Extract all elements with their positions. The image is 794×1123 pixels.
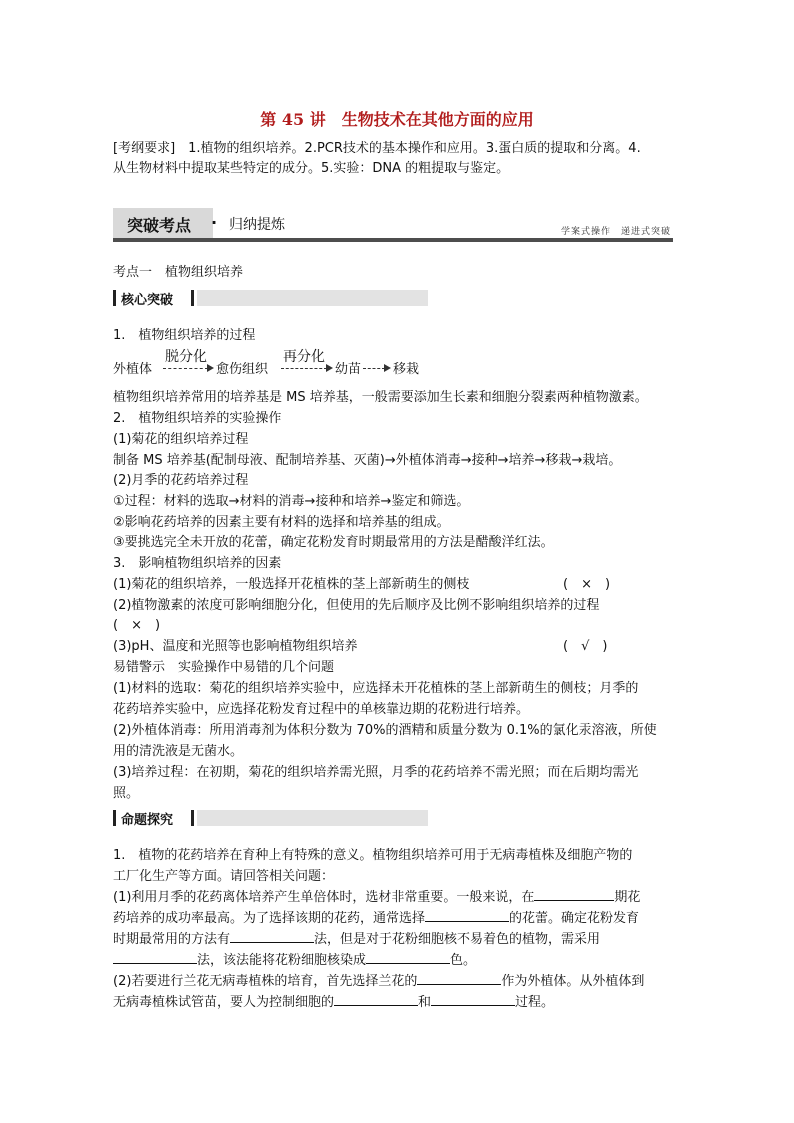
judgment-mark: ( × ) (563, 577, 611, 592)
text-line: (2)外植体消毒：所用消毒剂为体积分数为 70%的酒精和质量分数为 0.1%的氯化汞溶液，所使 (113, 723, 657, 738)
arrow-icon (326, 364, 333, 372)
banner-tagline: 学案式操作 递进式突破 (560, 227, 671, 237)
arrow-icon (384, 364, 391, 372)
question-text: (2)若要进行兰花无病毒植株的培育，首先选择兰花的 (113, 974, 418, 989)
flow-label-redifferentiation: 再分化 (283, 349, 325, 365)
question-text: 期花 (614, 890, 641, 905)
topic-heading: 考点一 植物组织培养 (113, 265, 244, 280)
page-title: 第 45 讲 生物技术在其他方面的应用 (260, 110, 534, 129)
question-line (113, 888, 640, 908)
answer-blank[interactable] (425, 921, 509, 922)
question-text: 无病毒植株试管苗，要人为控制细胞的 (113, 995, 335, 1010)
text-line: 花药培养实验中，应选择花粉发育过程中的单核靠边期的花粉进行培养。 (113, 702, 530, 717)
question-line (113, 909, 639, 929)
answer-blank[interactable] (230, 942, 314, 943)
question-text: 工厂化生产等方面。请回答相关问题： (113, 869, 335, 884)
judgment-item: (2)植物激素的浓度可影响细胞分化，但使用的先后顺序及比例不影响组织培养的过程 (113, 598, 600, 613)
question-text: 法，但是对于花粉细胞核不易着色的植物，需采用 (314, 932, 601, 947)
text-line: (3)培养过程：在初期，菊花的组织培养需光照，月季的花药培养不需光照；而在后期均需光 (113, 765, 639, 780)
flow-node-transplant: 移栽 (393, 362, 420, 377)
text-line: (2)月季的花药培养过程 (113, 473, 249, 488)
heading-factors: 3. 影响植物组织培养的因素 (113, 556, 282, 571)
text-line: 植物组织培养常用的培养基是 MS 培养基，一般需要添加生长素和细胞分裂素两种植物激素。 (113, 390, 648, 405)
text-line: (1)材料的选取：菊花的组织培养实验中，应选择未开花植株的茎上部新萌生的侧枝；月季的 (113, 681, 639, 696)
question-text: 1. 植物的花药培养在育种上有特殊的意义。植物组织培养可用于无病毒植株及细胞产物的 (113, 848, 633, 863)
section-label: 命题探究 (121, 813, 174, 828)
answer-blank[interactable] (534, 900, 614, 901)
question-text: (1)利用月季的花药离体培养产生单倍体时，选材非常重要。一般来说，在 (113, 890, 535, 905)
flow-arrow-line (363, 368, 385, 369)
answer-blank[interactable] (417, 984, 501, 985)
text-line: ③要挑选完全未开放的花蕾，确定花粉发育时期最常用的方法是醋酸洋红法。 (113, 535, 554, 550)
judgment-item: (1)菊花的组织培养，一般选择开花植株的茎上部新萌生的侧枝 (113, 577, 470, 592)
question-line (113, 951, 476, 971)
flow-label-dedifferentiation: 脱分化 (165, 349, 207, 365)
judgment-item: (3)pH、温度和光照等也影响植物组织培养 (113, 639, 358, 654)
flow-node-explant: 外植体 (113, 362, 153, 377)
question-line (113, 930, 600, 950)
section-bar-core (113, 290, 428, 306)
arrow-icon (207, 364, 214, 372)
culture-flow-diagram (113, 349, 673, 382)
section-label: 核心突破 (121, 293, 174, 308)
question-text: 时期最常用的方法有 (113, 932, 231, 947)
exam-requirements-line-1: [考纲要求] 1.植物的组织培养。2.PCR技术的基本操作和应用。3.蛋白质的提取和分离。4. (113, 141, 641, 156)
warning-heading: 易错警示 实验操作中易错的几个问题 (113, 660, 335, 675)
flow-node-seedling: 幼苗 (335, 362, 362, 377)
text-line: 制备 MS 培养基(配制母液、配制培养基、灭菌)→外植体消毒→接种→培养→移栽→栽培。 (113, 453, 622, 468)
section-tick (113, 290, 116, 306)
question-text: 色。 (450, 953, 477, 968)
question-text: 的花蕾。确定花粉发育 (509, 911, 640, 926)
question-line (113, 993, 554, 1013)
banner-dot: · (211, 213, 218, 232)
text-line: 照。 (113, 786, 140, 801)
question-text: 和 (418, 995, 432, 1010)
question-line (113, 972, 644, 992)
judgment-mark: ( √ ) (563, 639, 608, 654)
answer-blank[interactable] (113, 963, 197, 964)
exam-requirements-line-2: 从生物材料中提取某些特定的成分。5.实验：DNA 的粗提取与鉴定。 (113, 161, 510, 176)
section-bar-exploration (113, 810, 428, 826)
question-text: 过程。 (515, 995, 555, 1010)
judgment-mark: ( × ) (113, 618, 161, 633)
section-tick (191, 810, 194, 826)
answer-blank[interactable] (366, 963, 450, 964)
question-text: 药培养的成功率最高。为了选择该期的花药，通常选择 (113, 911, 426, 926)
banner-subtitle: 归纳提炼 (229, 217, 285, 233)
section-tick (113, 810, 116, 826)
question-text: 作为外植体。从外植体到 (501, 974, 645, 989)
flow-node-callus: 愈伤组织 (216, 362, 269, 377)
answer-blank[interactable] (431, 1005, 515, 1006)
banner-title: 突破考点 (127, 216, 192, 235)
question-text: 法，该法能将花粉细胞核染成 (197, 953, 367, 968)
banner-underline (113, 238, 673, 242)
heading-process: 1. 植物组织培养的过程 (113, 328, 256, 343)
text-line: ①过程：材料的选取→材料的消毒→接种和培养→鉴定和筛选。 (113, 494, 470, 509)
section-banner (113, 208, 673, 242)
section-tick (191, 290, 194, 306)
heading-experiment: 2. 植物组织培养的实验操作 (113, 411, 282, 426)
text-line: 用的清洗液是无菌水。 (113, 744, 244, 759)
text-line: ②影响花药培养的因素主要有材料的选择和培养基的组成。 (113, 515, 450, 530)
answer-blank[interactable] (334, 1005, 418, 1006)
section-fill (197, 290, 428, 306)
flow-arrow-line (163, 368, 208, 369)
text-line: (1)菊花的组织培养过程 (113, 432, 249, 447)
flow-arrow-line (281, 368, 327, 369)
section-fill (197, 810, 428, 826)
